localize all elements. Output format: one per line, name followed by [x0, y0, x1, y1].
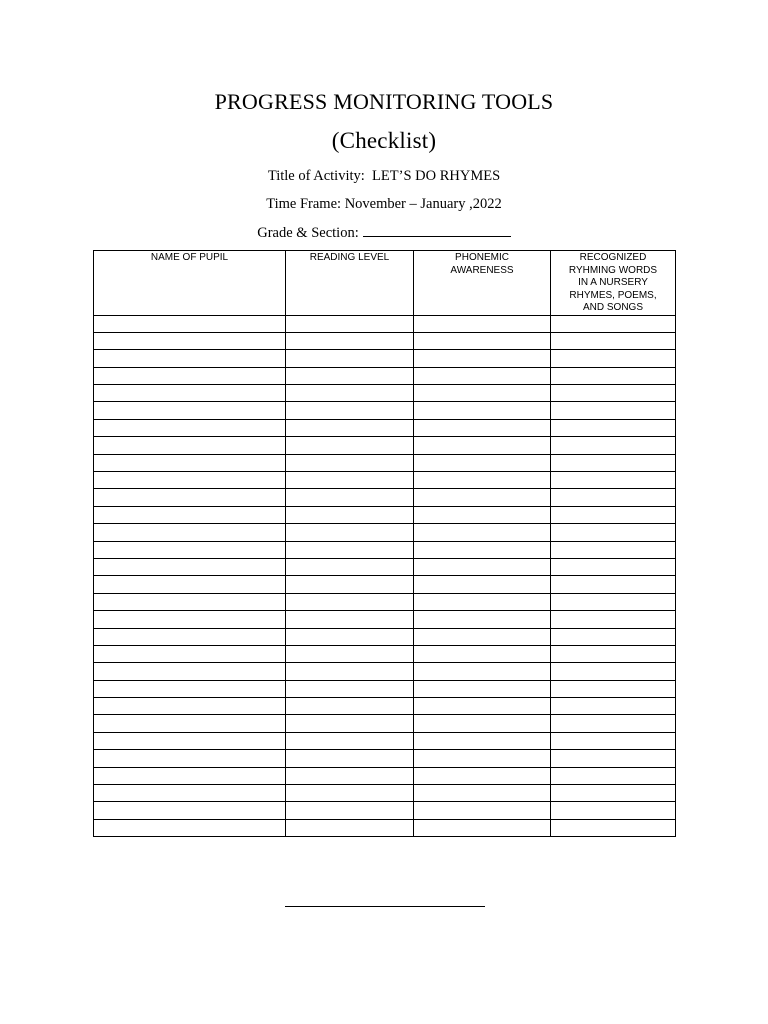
cell-phonemic-awareness[interactable] [414, 611, 551, 628]
grade-section-line [0, 223, 768, 242]
cell-phonemic-awareness[interactable] [414, 437, 551, 454]
cell-reading-level[interactable] [286, 367, 414, 384]
table-row [94, 680, 676, 697]
activity-value: LET’S DO RHYMES [372, 168, 501, 184]
cell-name-of-pupil[interactable] [94, 437, 286, 454]
cell-recognized-rhyming-words[interactable] [551, 350, 676, 367]
cell-name-of-pupil[interactable] [94, 385, 286, 402]
cell-reading-level[interactable] [286, 524, 414, 541]
cell-name-of-pupil[interactable] [94, 715, 286, 732]
cell-phonemic-awareness[interactable] [414, 767, 551, 784]
table-row [94, 819, 676, 836]
cell-phonemic-awareness[interactable] [414, 715, 551, 732]
cell-recognized-rhyming-words[interactable] [551, 402, 676, 419]
cell-reading-level[interactable] [286, 663, 414, 680]
cell-phonemic-awareness[interactable] [414, 402, 551, 419]
table-row [94, 750, 676, 767]
table-row [94, 367, 676, 384]
table-row [94, 576, 676, 593]
cell-phonemic-awareness[interactable] [414, 385, 551, 402]
table-row [94, 611, 676, 628]
cell-phonemic-awareness[interactable] [414, 541, 551, 558]
table-row [94, 472, 676, 489]
grade-section-blank[interactable] [363, 223, 511, 237]
cell-reading-level[interactable] [286, 402, 414, 419]
activity-label: Title of Activity: [267, 168, 365, 184]
cell-reading-level[interactable] [286, 628, 414, 645]
cell-recognized-rhyming-words[interactable] [551, 385, 676, 402]
cell-phonemic-awareness[interactable] [414, 558, 551, 575]
cell-recognized-rhyming-words[interactable] [551, 750, 676, 767]
grade-section-label: Grade & Section: [257, 225, 359, 241]
cell-phonemic-awareness[interactable] [414, 628, 551, 645]
cell-name-of-pupil[interactable] [94, 558, 286, 575]
cell-name-of-pupil[interactable] [94, 819, 286, 836]
cell-recognized-rhyming-words[interactable] [551, 332, 676, 349]
table-row [94, 802, 676, 819]
cell-reading-level[interactable] [286, 315, 414, 332]
cell-recognized-rhyming-words[interactable] [551, 315, 676, 332]
header-phonemic-awareness-text: PHONEMIC AWARENESS [450, 252, 514, 276]
cell-reading-level[interactable] [286, 472, 414, 489]
table-row [94, 732, 676, 749]
cell-name-of-pupil[interactable] [94, 576, 286, 593]
cell-name-of-pupil[interactable] [94, 506, 286, 523]
timeframe-label: Time Frame: [266, 196, 342, 212]
table-body [94, 315, 676, 837]
cell-reading-level[interactable] [286, 645, 414, 662]
cell-phonemic-awareness[interactable] [414, 367, 551, 384]
cell-phonemic-awareness[interactable] [414, 732, 551, 749]
cell-name-of-pupil[interactable] [94, 489, 286, 506]
cell-name-of-pupil[interactable] [94, 663, 286, 680]
cell-phonemic-awareness[interactable] [414, 645, 551, 662]
document-title: PROGRESS MONITORING TOOLS [214, 89, 554, 114]
table-row [94, 419, 676, 436]
cell-phonemic-awareness[interactable] [414, 315, 551, 332]
cell-recognized-rhyming-words[interactable] [551, 767, 676, 784]
cell-reading-level[interactable] [286, 611, 414, 628]
table-row [94, 785, 676, 802]
cell-phonemic-awareness[interactable] [414, 454, 551, 471]
header-recognized-rhyming-words-text: RECOGNIZED RYHMING WORDS IN A NURSERY RHYMES, POEMS, AND SONGS [568, 252, 658, 313]
cell-recognized-rhyming-words[interactable] [551, 698, 676, 715]
table-row [94, 350, 676, 367]
cell-phonemic-awareness[interactable] [414, 350, 551, 367]
cell-reading-level[interactable] [286, 680, 414, 697]
cell-name-of-pupil[interactable] [94, 767, 286, 784]
cell-phonemic-awareness[interactable] [414, 332, 551, 349]
cell-name-of-pupil[interactable] [94, 680, 286, 697]
cell-recognized-rhyming-words[interactable] [551, 715, 676, 732]
cell-name-of-pupil[interactable] [94, 732, 286, 749]
cell-reading-level[interactable] [286, 454, 414, 471]
cell-reading-level[interactable] [286, 332, 414, 349]
cell-phonemic-awareness[interactable] [414, 663, 551, 680]
cell-phonemic-awareness[interactable] [414, 593, 551, 610]
cell-recognized-rhyming-words[interactable] [551, 732, 676, 749]
table-row [94, 489, 676, 506]
table-row [94, 402, 676, 419]
table-row [94, 524, 676, 541]
cell-name-of-pupil[interactable] [94, 785, 286, 802]
cell-phonemic-awareness[interactable] [414, 489, 551, 506]
cell-reading-level[interactable] [286, 419, 414, 436]
cell-reading-level[interactable] [286, 506, 414, 523]
cell-name-of-pupil[interactable] [94, 750, 286, 767]
cell-phonemic-awareness[interactable] [414, 524, 551, 541]
cell-reading-level[interactable] [286, 715, 414, 732]
cell-reading-level[interactable] [286, 437, 414, 454]
table-row [94, 437, 676, 454]
cell-reading-level[interactable] [286, 385, 414, 402]
cell-name-of-pupil[interactable] [94, 332, 286, 349]
timeframe-value: November – January ,2022 [344, 196, 502, 212]
cell-reading-level[interactable] [286, 750, 414, 767]
checklist-table [93, 250, 676, 837]
cell-name-of-pupil[interactable] [94, 419, 286, 436]
cell-name-of-pupil[interactable] [94, 402, 286, 419]
cell-recognized-rhyming-words[interactable] [551, 506, 676, 523]
cell-recognized-rhyming-words[interactable] [551, 367, 676, 384]
header-reading-level: READING LEVEL [286, 251, 414, 316]
cell-name-of-pupil[interactable] [94, 698, 286, 715]
document-subtitle: (Checklist) [331, 128, 437, 153]
cell-recognized-rhyming-words[interactable] [551, 419, 676, 436]
cell-reading-level[interactable] [286, 698, 414, 715]
table-row [94, 663, 676, 680]
cell-phonemic-awareness[interactable] [414, 698, 551, 715]
cell-name-of-pupil[interactable] [94, 541, 286, 558]
header-phonemic-awareness [414, 251, 551, 316]
cell-recognized-rhyming-words[interactable] [551, 785, 676, 802]
cell-reading-level[interactable] [286, 593, 414, 610]
cell-recognized-rhyming-words[interactable] [551, 524, 676, 541]
table-row [94, 332, 676, 349]
cell-reading-level[interactable] [286, 785, 414, 802]
cell-name-of-pupil[interactable] [94, 472, 286, 489]
cell-reading-level[interactable] [286, 732, 414, 749]
cell-reading-level[interactable] [286, 576, 414, 593]
cell-reading-level[interactable] [286, 767, 414, 784]
table-row [94, 454, 676, 471]
table-row [94, 506, 676, 523]
cell-recognized-rhyming-words[interactable] [551, 819, 676, 836]
cell-name-of-pupil[interactable] [94, 645, 286, 662]
cell-recognized-rhyming-words[interactable] [551, 576, 676, 593]
cell-phonemic-awareness[interactable] [414, 680, 551, 697]
cell-recognized-rhyming-words[interactable] [551, 663, 676, 680]
cell-reading-level[interactable] [286, 558, 414, 575]
signature-line[interactable] [285, 906, 485, 907]
cell-recognized-rhyming-words[interactable] [551, 680, 676, 697]
timeframe-line [0, 195, 768, 213]
table-row [94, 645, 676, 662]
cell-name-of-pupil[interactable] [94, 454, 286, 471]
table-row [94, 315, 676, 332]
header-recognized-rhyming-words [551, 251, 676, 316]
table-header-row [94, 251, 676, 316]
activity-line [0, 167, 768, 185]
cell-reading-level[interactable] [286, 802, 414, 819]
table-row [94, 628, 676, 645]
cell-recognized-rhyming-words[interactable] [551, 593, 676, 610]
cell-name-of-pupil[interactable] [94, 350, 286, 367]
table-row [94, 558, 676, 575]
cell-phonemic-awareness[interactable] [414, 819, 551, 836]
table-row [94, 698, 676, 715]
cell-name-of-pupil[interactable] [94, 611, 286, 628]
cell-name-of-pupil[interactable] [94, 367, 286, 384]
cell-recognized-rhyming-words[interactable] [551, 454, 676, 471]
cell-phonemic-awareness[interactable] [414, 506, 551, 523]
cell-recognized-rhyming-words[interactable] [551, 611, 676, 628]
cell-recognized-rhyming-words[interactable] [551, 645, 676, 662]
cell-recognized-rhyming-words[interactable] [551, 489, 676, 506]
cell-reading-level[interactable] [286, 350, 414, 367]
table-row [94, 715, 676, 732]
cell-recognized-rhyming-words[interactable] [551, 558, 676, 575]
cell-name-of-pupil[interactable] [94, 593, 286, 610]
cell-name-of-pupil[interactable] [94, 315, 286, 332]
cell-phonemic-awareness[interactable] [414, 472, 551, 489]
header-name-of-pupil: NAME OF PUPIL [94, 251, 286, 316]
cell-phonemic-awareness[interactable] [414, 785, 551, 802]
table-row [94, 767, 676, 784]
cell-phonemic-awareness[interactable] [414, 576, 551, 593]
cell-recognized-rhyming-words[interactable] [551, 472, 676, 489]
cell-reading-level[interactable] [286, 541, 414, 558]
cell-recognized-rhyming-words[interactable] [551, 541, 676, 558]
cell-recognized-rhyming-words[interactable] [551, 628, 676, 645]
cell-recognized-rhyming-words[interactable] [551, 437, 676, 454]
table-row [94, 541, 676, 558]
table-row [94, 593, 676, 610]
cell-phonemic-awareness[interactable] [414, 750, 551, 767]
cell-reading-level[interactable] [286, 489, 414, 506]
table-row [94, 385, 676, 402]
cell-phonemic-awareness[interactable] [414, 419, 551, 436]
cell-name-of-pupil[interactable] [94, 524, 286, 541]
cell-reading-level[interactable] [286, 819, 414, 836]
cell-recognized-rhyming-words[interactable] [551, 802, 676, 819]
cell-phonemic-awareness[interactable] [414, 802, 551, 819]
cell-name-of-pupil[interactable] [94, 802, 286, 819]
cell-name-of-pupil[interactable] [94, 628, 286, 645]
